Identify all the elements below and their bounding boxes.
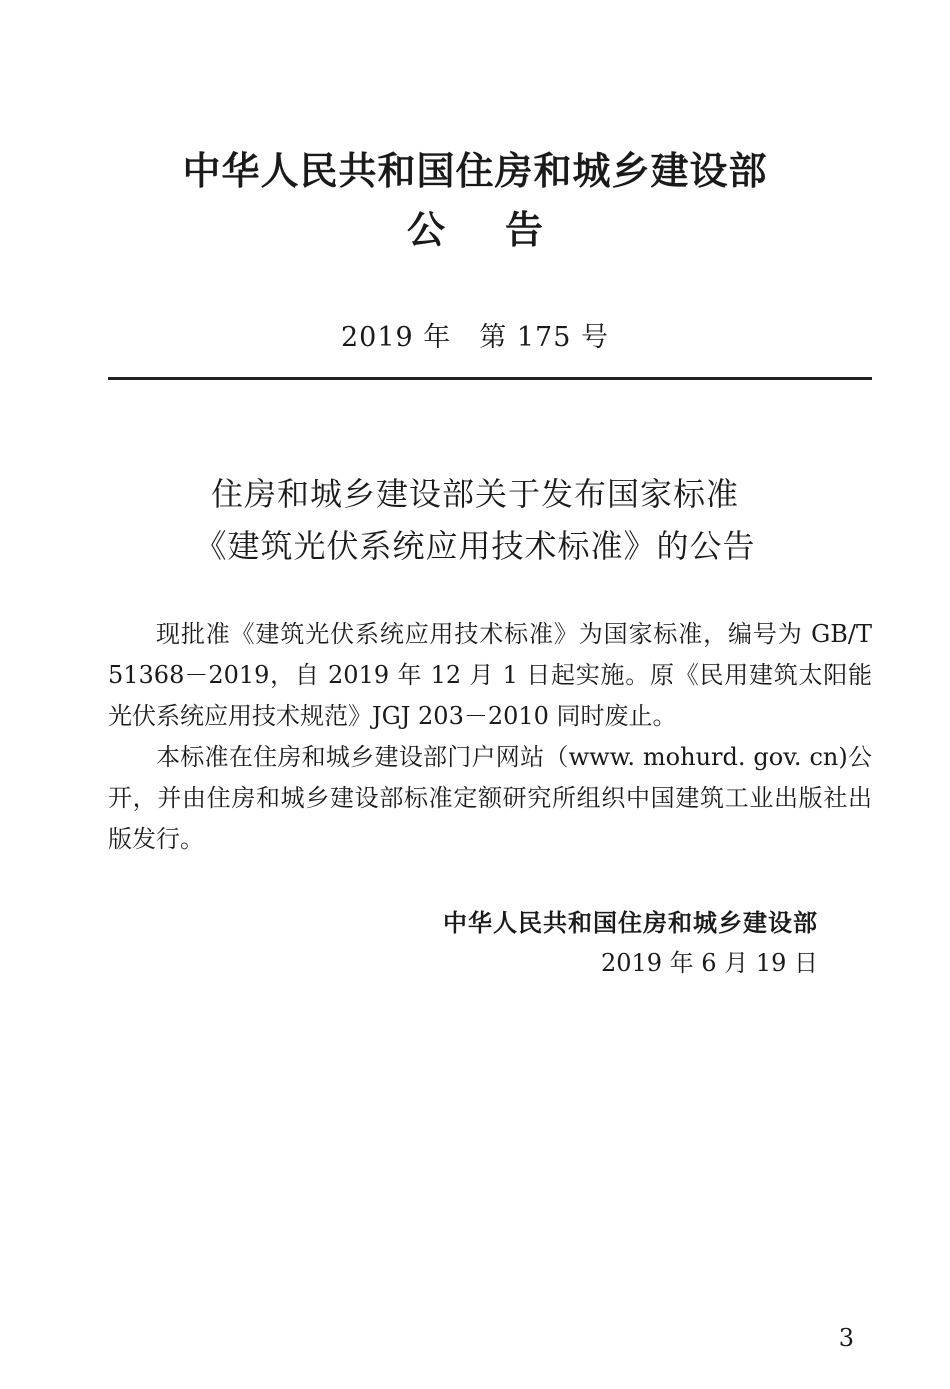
signature-date: 2019 年 6 月 19 日 [600, 949, 818, 977]
notice-heading: 公告 [406, 208, 603, 252]
announcement-title-line-2: 《建筑光伏系统应用技术标准》的公告 [194, 527, 756, 565]
body-paragraph-1: 现批准《建筑光伏系统应用技术标准》为国家标准，编号为 GB/T 51368－2019，自 2019 年 12 月 1 日起实施。原《民用建筑太阳能光伏系统应用技术规范》JGJ 203－2010 同时废止。 [108, 620, 872, 730]
signature-block [443, 903, 818, 983]
page-number: 3 [838, 1324, 854, 1352]
ministry-name: 中华人民共和国住房和城乡建设部 [182, 149, 768, 193]
issue-number: 2019 年 第 175 号 [341, 322, 609, 353]
header-divider [108, 377, 872, 380]
announcement-body [108, 614, 872, 860]
signature-issuer: 中华人民共和国住房和城乡建设部 [443, 909, 818, 937]
announcement-title [0, 468, 950, 572]
announcement-title-line-1: 住房和城乡建设部关于发布国家标准 [210, 475, 739, 513]
body-paragraph-2: 本标准在住房和城乡建设部门户网站（www. mohurd. gov. cn)公开，并由住房和城乡建设部标准定额研究所组织中国建筑工业出版社出版发行。 [108, 743, 872, 853]
